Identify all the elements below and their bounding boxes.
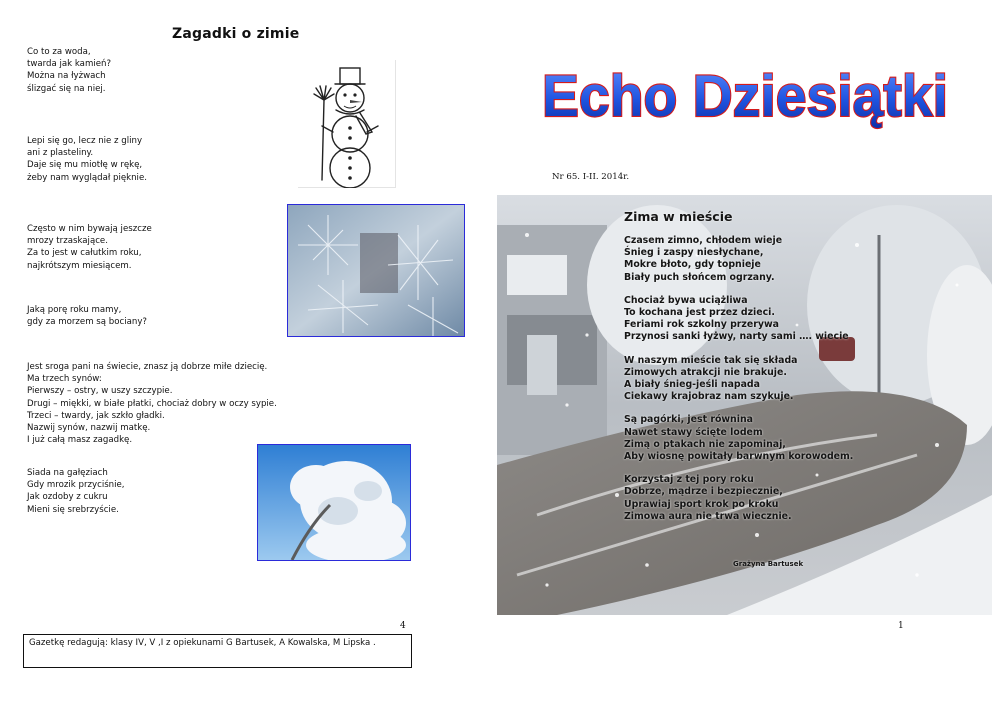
riddle-ice: Co to za woda, twarda jak kamień? Można na łyżwach ślizgać się na niej.: [27, 47, 112, 94]
issue-info: Nr 65. I-II. 2014r.: [552, 172, 630, 182]
winter-street-poster: [497, 195, 992, 615]
page-number-right: 1: [898, 621, 904, 631]
frost-photo: [287, 204, 465, 337]
poem-title: Zima w mieście: [624, 209, 733, 224]
poem-stanza: Czasem zimno, chłodem wieje Śnieg i zaspy niesłychane, Mokre błoto, gdy topnieje Biały puch słońcem ogrzany.: [624, 235, 783, 283]
poem: [624, 209, 853, 534]
snowman-illustration: [298, 60, 396, 188]
masthead: [535, 60, 955, 132]
riddles-title: Zagadki o zimie: [172, 26, 300, 42]
poem-stanza: Chociaż bywa uciążliwa To kochana jest przez dzieci. Feriami rok szkolny przerywa Przynosi sanki łyżwy, narty sami …. wiecie: [624, 294, 849, 343]
frosted-tree-photo: [257, 444, 411, 561]
masthead-title: Echo Dziesiątki: [542, 64, 948, 129]
riddle-hoarfrost: Siada na gałęziach Gdy mrozik przyciśnie, Jak ozdoby z cukru Mieni się srebrzyście.: [27, 468, 125, 515]
poem-author: Grażyna Bartusek: [733, 560, 804, 568]
riddle-season: Jaką porę roku mamy, gdy za morzem są bociany?: [27, 305, 147, 328]
riddle-winter-mother: Jest sroga pani na świecie, znasz ją dobrze miłe dziecię. Ma trzech synów: Pierwszy – ostry, w uszy szczypie. Drugi – miękki, w białe płatki, chociaż dobry w oczy sypie. Trzeci – twardy, jak szkło gładki. Nazwij synów, nazwij matkę. I już całą masz zagadkę.: [27, 362, 277, 446]
poem-stanza: Korzystaj z tej pory roku Dobrze, mądrze i bezpiecznie, Uprawiaj sport krok po kroku Zimowa aura nie trwa wiecznie.: [624, 474, 792, 522]
editors-note: Gazetkę redagują: klasy IV, V ,I z opiekunami G Bartusek, A Kowalska, M Lipska .: [23, 634, 412, 668]
poem-stanza: W naszym mieście tak się składa Zimowych atrakcji nie brakuje. A biały śnieg-jeśli napada Ciekawy krajobraz nam szykuje.: [624, 354, 798, 403]
riddle-february: Często w nim bywają jeszcze mrozy trzaskające. Za to jest w całutkim roku, najkrótszym miesiącem.: [27, 224, 152, 271]
snowman-icon: [298, 60, 396, 188]
riddle-snowman: Lepi się go, lecz nie z gliny ani z plasteliny. Daje się mu miotłę w rękę, żeby nam wyglądał pięknie.: [27, 136, 147, 183]
page-number-left: 4: [400, 621, 406, 631]
poem-stanza: Są pagórki, jest równina Nawet stawy ścięte lodem Zimą o ptakach nie zapominaj, Aby wiosnę powitały barwnym korowodem.: [624, 414, 854, 463]
